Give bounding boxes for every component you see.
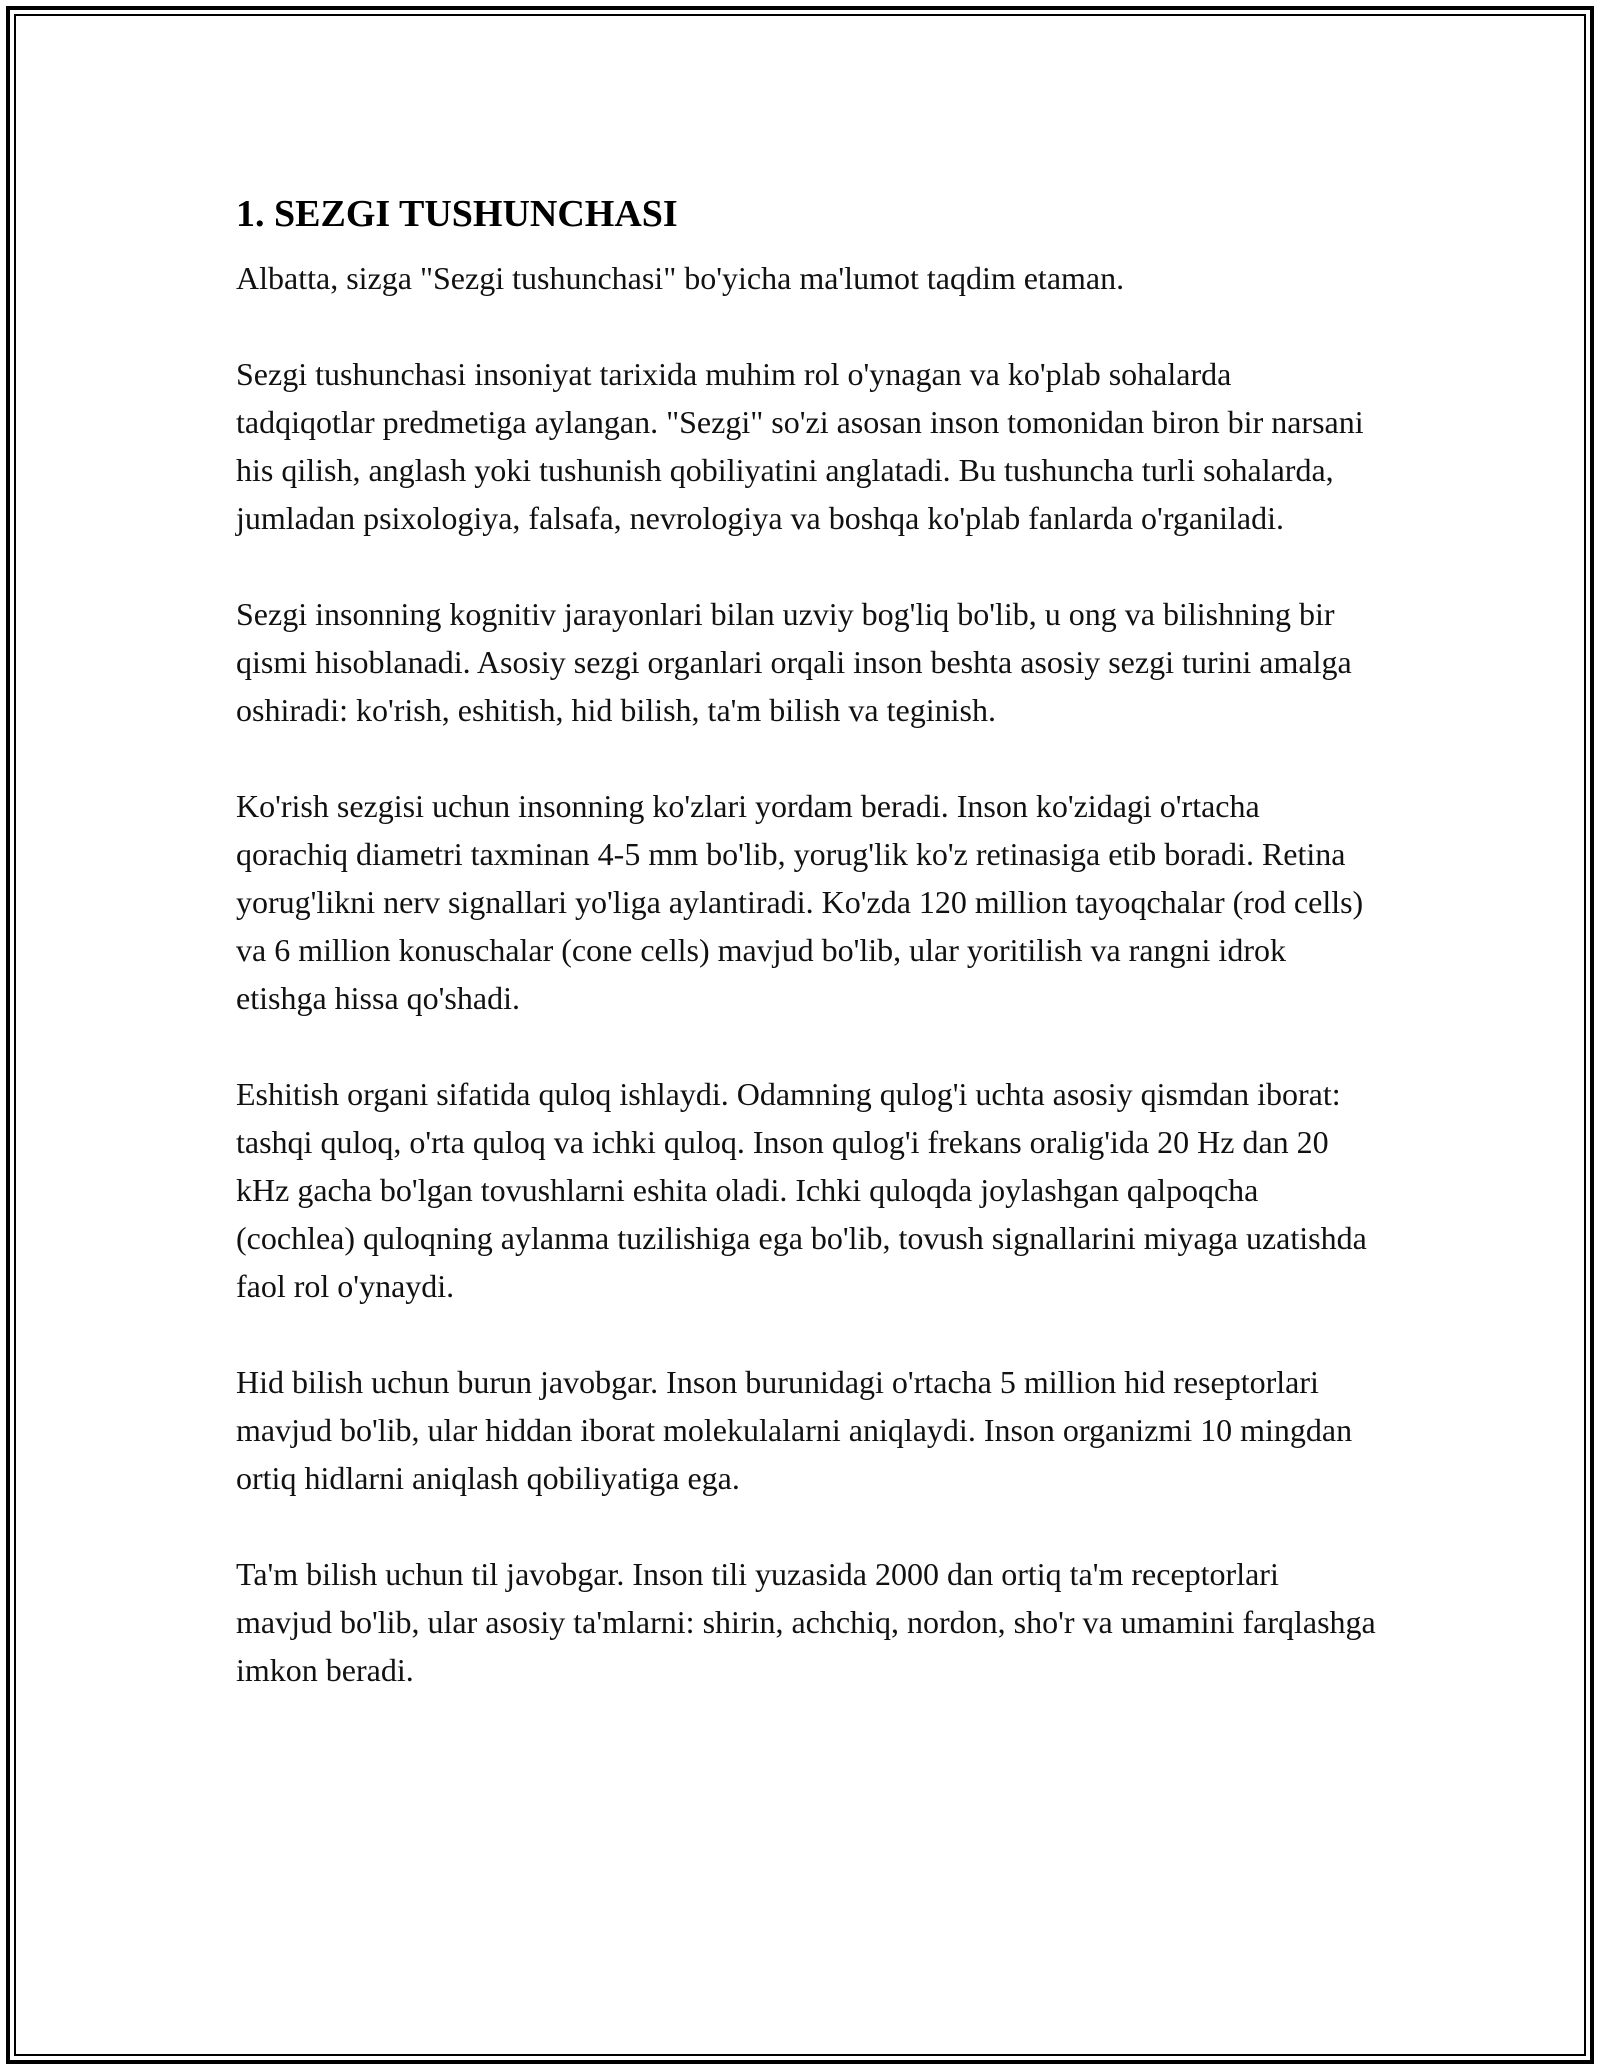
paragraph-intro: Albatta, sizga "Sezgi tushunchasi" bo'yicha ma'lumot taqdim etaman. [236, 260, 1125, 296]
paragraph-definition: Sezgi tushunchasi insoniyat tarixida muhim rol o'ynagan va ko'plab sohalarda tadqiqotlar predmetiga aylangan. "Sezgi" so'zi asosan inson tomonidan biron bir narsani his qilish, anglash yoki tushunish qobiliyatini anglatadi. Bu tushuncha turli sohalarda, jumladan psixologiya, falsafa, nevrologiya va boshqa ko'plab fanlarda o'rganiladi. [236, 356, 1364, 536]
paragraph-vision: Ko'rish sezgisi uchun insonning ko'zlari yordam beradi. Inson ko'zidagi o'rtacha qorachiq diametri taxminan 4-5 mm bo'lib, yorug'lik ko'z retinasiga etib boradi. Retina yorug'likni nerv signallari yo'liga aylantiradi. Ko'zda 120 million tayoqchalar (rod cells) va 6 million konuschalar (cone cells) mavjud bo'lib, ular yoritilish va rangni idrok etishga hissa qo'shadi. [236, 788, 1364, 1016]
paragraph-cognition: Sezgi insonning kognitiv jarayonlari bilan uzviy bog'liq bo'lib, u ong va bilishning bir qismi hisoblanadi. Asosiy sezgi organlari orqali inson beshta asosiy sezgi turini amalga oshiradi: ko'rish, eshitish, hid bilish, ta'm bilish va teginish. [236, 596, 1352, 728]
paragraph-taste: Ta'm bilish uchun til javobgar. Inson tili yuzasida 2000 dan ortiq ta'm receptorlari mavjud bo'lib, ular asosiy ta'mlarni: shirin, achchiq, nordon, sho'r va umamini farqlashga imkon beradi. [236, 1556, 1376, 1688]
paragraph-smell: Hid bilish uchun burun javobgar. Inson burunidagi o'rtacha 5 million hid reseptorlari mavjud bo'lib, ular hiddan iborat molekulalarni aniqlaydi. Inson organizmi 10 mingdan ortiq hidlarni aniqlash qobiliyatiga ega. [236, 1364, 1353, 1496]
document-body [236, 186, 1376, 1742]
paragraph-hearing: Eshitish organi sifatida quloq ishlaydi. Odamning qulog'i uchta asosiy qismdan iborat: tashqi quloq, o'rta quloq va ichki quloq. Inson qulog'i frekans oralig'ida 20 Hz dan 20 kHz gacha bo'lgan tovushlarni eshita oladi. Ichki quloqda joylashgan qalpoqcha (cochlea) quloqning aylanma tuzilishiga ega bo'lib, tovush signallarini miyaga uzatishda faol rol o'ynaydi. [236, 1076, 1367, 1304]
section-heading: 1. SEZGI TUSHUNCHASI [236, 193, 678, 235]
